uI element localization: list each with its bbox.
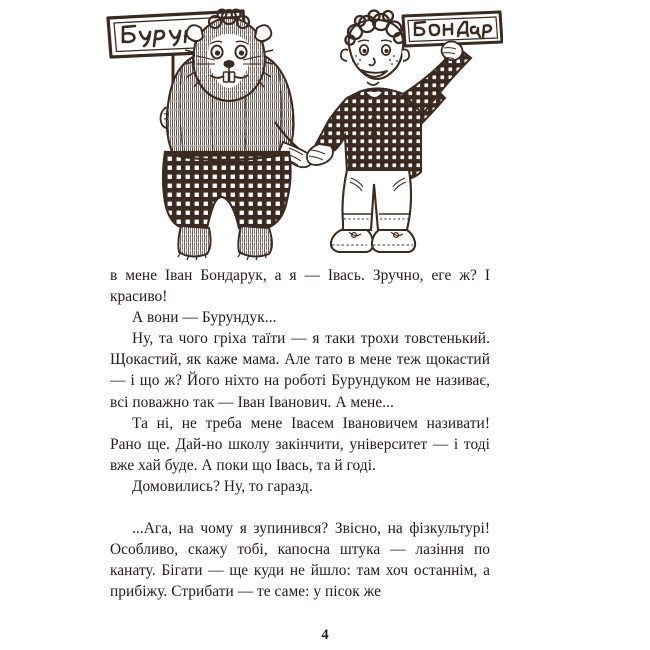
paragraph: ...Ага, на чому я зупинився? Звісно, на фізкультурі! Особливо, скажу тобі, капосна штука — лазіння по канату. Бігати — ще куди не йшло: там хоч останнім, а прибіжу. Стрибати — те саме: у пісок же xyxy=(110,520,490,601)
paragraph: А вони — Бурундук... xyxy=(132,309,277,327)
paragraph: в мене Іван Бондарук, а я — Івась. Зручно, еге ж? І красиво! xyxy=(110,267,490,306)
paragraph: Ну, та чого гріха таїти — я таки трохи товстенький. Щокастий, як каже мама. Але тато в мене теж щокастий — і що ж? Його ніхто на роботі Бурундуком не називає, всі поважно так — Іван Іванович. А мене... xyxy=(110,330,490,411)
boy-figure xyxy=(307,11,471,253)
page-number: 4 xyxy=(321,627,329,643)
paragraph: Домовились? Ну, то гаразд. xyxy=(132,477,313,495)
illustration-chipmunk-and-boy xyxy=(103,2,503,260)
paragraph: Та ні, не треба мене Івасем Івановичем називати! Рано ще. Дай-но школу закінчити, університет — і тоді вже хай буде. А поки що Івась, та й годі. xyxy=(110,414,490,474)
boy-head xyxy=(341,11,409,86)
body-text-block xyxy=(110,265,490,603)
